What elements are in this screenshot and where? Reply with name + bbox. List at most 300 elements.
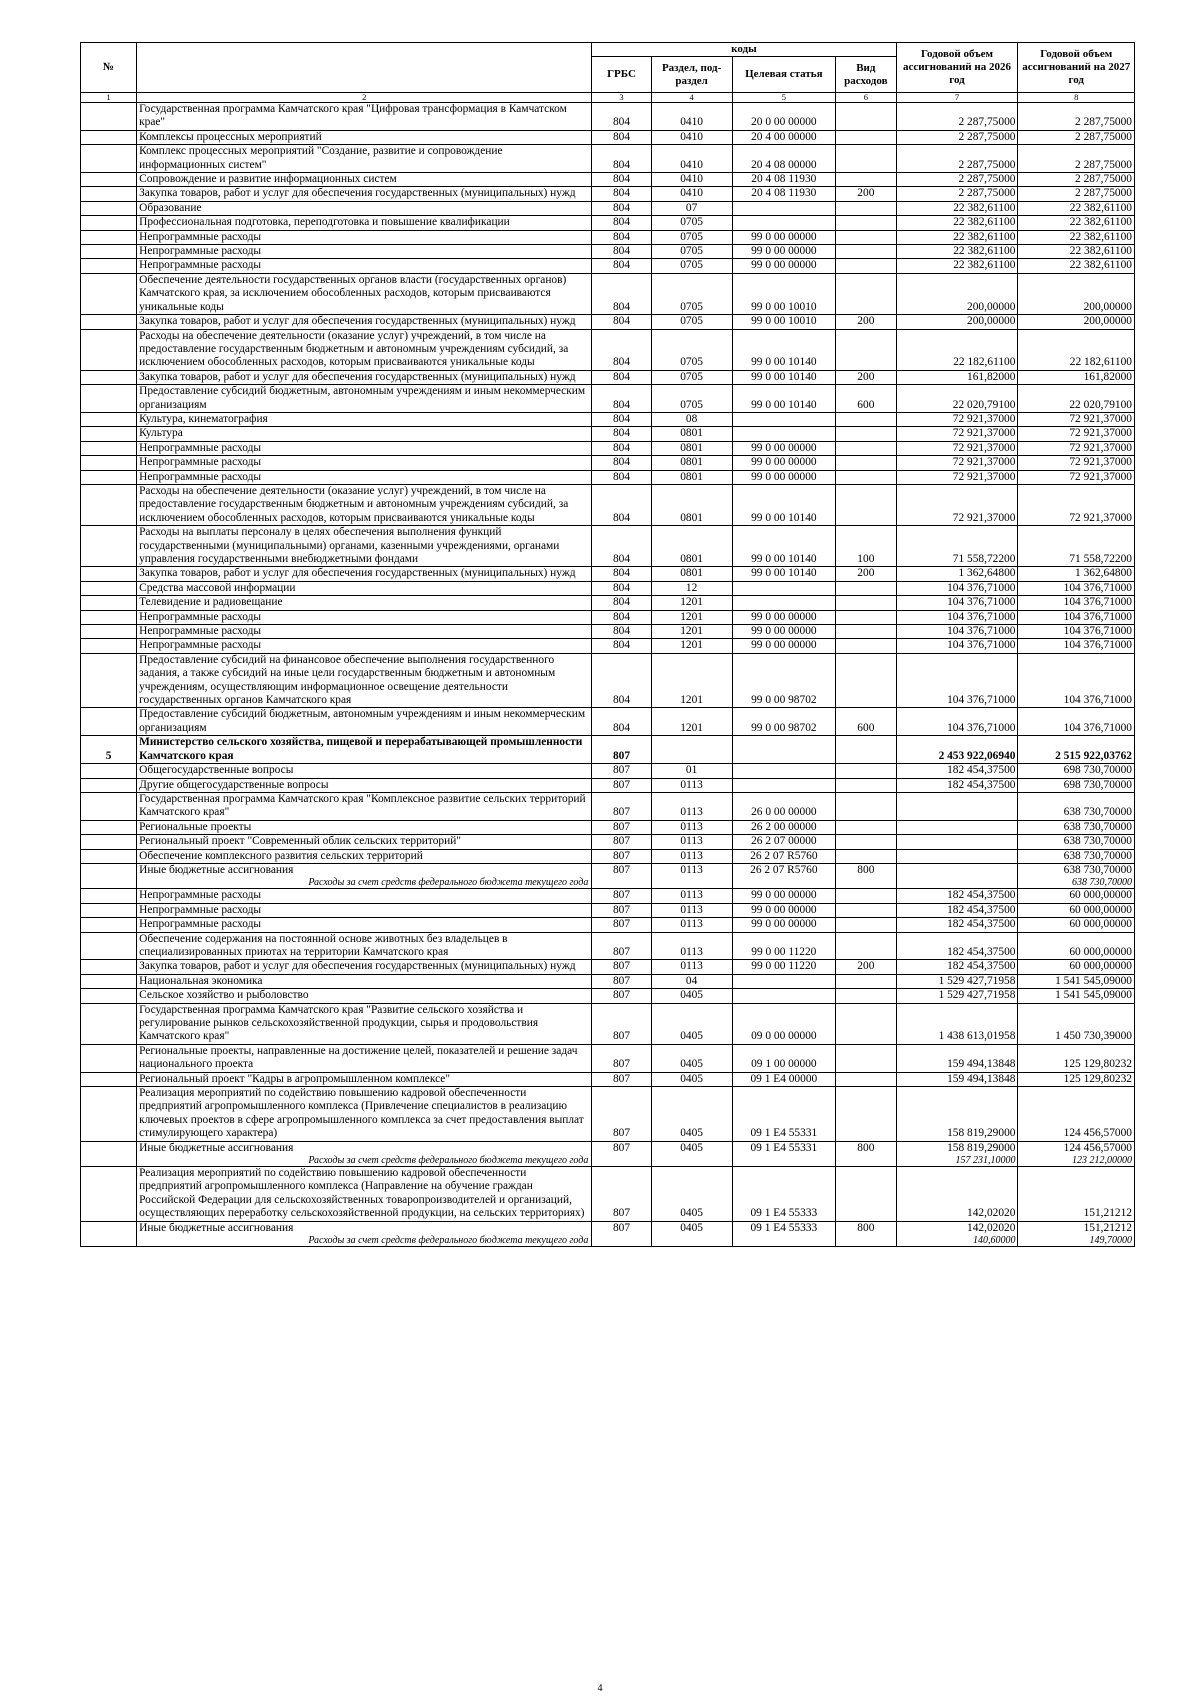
row-volume-2027: 104 376,71000 xyxy=(1018,581,1135,595)
row-target: 26 2 00 00000 xyxy=(732,820,836,834)
row-name: Закупка товаров, работ и услуг для обеспечения государственных (муниципальных) нужд xyxy=(137,315,592,329)
row-vid xyxy=(836,441,896,455)
federal-note-row xyxy=(81,1235,1135,1247)
table-row xyxy=(81,653,1135,708)
row-target xyxy=(732,974,836,988)
row-name: Обеспечение деятельности государственных органов власти (государственных органов) Камчатского края, за исключением обособленных расходов, которым присваиваются уникальные коды xyxy=(137,273,592,314)
row-vid xyxy=(836,1235,896,1247)
row-name: Культура, кинематография xyxy=(137,412,592,426)
row-number xyxy=(81,145,137,173)
table-row xyxy=(81,173,1135,187)
row-name: Региональные проекты xyxy=(137,820,592,834)
row-razdel: 0801 xyxy=(651,484,732,525)
row-grbs: 807 xyxy=(592,764,651,778)
row-vid xyxy=(836,820,896,834)
row-grbs: 807 xyxy=(592,889,651,903)
row-vid xyxy=(836,764,896,778)
row-name: Комплекс процессных мероприятий "Создание, развитие и сопровождение информационных систем" xyxy=(137,145,592,173)
row-razdel: 0113 xyxy=(651,835,732,849)
row-volume-2026: 2 453 922,06940 xyxy=(896,736,1018,764)
row-number: 5 xyxy=(81,736,137,764)
table-row xyxy=(81,145,1135,173)
table-row xyxy=(81,441,1135,455)
row-razdel: 1201 xyxy=(651,596,732,610)
row-volume-2026: 22 382,61100 xyxy=(896,230,1018,244)
row-razdel: 0801 xyxy=(651,441,732,455)
table-row xyxy=(81,581,1135,595)
row-grbs: 804 xyxy=(592,245,651,259)
row-grbs: 804 xyxy=(592,329,651,370)
row-volume-2026: 157 231,10000 xyxy=(896,1155,1018,1167)
row-grbs: 807 xyxy=(592,1044,651,1072)
row-target: 99 0 00 00000 xyxy=(732,470,836,484)
row-razdel: 12 xyxy=(651,581,732,595)
row-vid xyxy=(836,1167,896,1222)
row-target: 09 1 E4 55331 xyxy=(732,1087,836,1142)
row-grbs: 804 xyxy=(592,484,651,525)
row-number xyxy=(81,245,137,259)
row-volume-2027: 1 362,64800 xyxy=(1018,567,1135,581)
row-number xyxy=(81,932,137,960)
row-volume-2026: 182 454,37500 xyxy=(896,889,1018,903)
row-volume-2027: 22 182,61100 xyxy=(1018,329,1135,370)
table-row xyxy=(81,610,1135,624)
row-number xyxy=(81,526,137,567)
table-row xyxy=(81,1072,1135,1086)
row-volume-2027: 104 376,71000 xyxy=(1018,625,1135,639)
row-volume-2026: 104 376,71000 xyxy=(896,596,1018,610)
row-number xyxy=(81,412,137,426)
row-target xyxy=(732,1235,836,1247)
row-volume-2026: 142,02020 xyxy=(896,1221,1018,1235)
row-volume-2027: 638 730,70000 xyxy=(1018,877,1135,889)
table-row xyxy=(81,412,1135,426)
row-number xyxy=(81,877,137,889)
row-razdel: 0113 xyxy=(651,863,732,877)
row-name: Региональные проекты, направленные на достижение целей, показателей и решение задач национального проекта xyxy=(137,1044,592,1072)
row-number xyxy=(81,1141,137,1155)
row-number xyxy=(81,259,137,273)
table-row xyxy=(81,932,1135,960)
row-grbs: 804 xyxy=(592,470,651,484)
row-number xyxy=(81,385,137,413)
row-target xyxy=(732,989,836,1003)
row-volume-2027: 2 287,75000 xyxy=(1018,187,1135,201)
row-number xyxy=(81,610,137,624)
row-grbs: 807 xyxy=(592,1167,651,1222)
row-number xyxy=(81,596,137,610)
row-volume-2027: 72 921,37000 xyxy=(1018,484,1135,525)
row-razdel: 1201 xyxy=(651,610,732,624)
row-number xyxy=(81,792,137,820)
row-razdel: 0113 xyxy=(651,932,732,960)
page-number: 4 xyxy=(597,1683,603,1694)
table-row xyxy=(81,216,1135,230)
row-number xyxy=(81,329,137,370)
row-razdel: 0113 xyxy=(651,889,732,903)
column-number: 4 xyxy=(651,93,732,103)
row-name: Обеспечение комплексного развития сельских территорий xyxy=(137,849,592,863)
row-volume-2026: 158 819,29000 xyxy=(896,1141,1018,1155)
row-volume-2026: 71 558,72200 xyxy=(896,526,1018,567)
column-number: 3 xyxy=(592,93,651,103)
row-vid: 800 xyxy=(836,863,896,877)
row-number xyxy=(81,639,137,653)
column-number: 8 xyxy=(1018,93,1135,103)
row-number xyxy=(81,1087,137,1142)
table-row xyxy=(81,567,1135,581)
row-razdel: 0405 xyxy=(651,1167,732,1222)
row-grbs: 807 xyxy=(592,835,651,849)
row-number xyxy=(81,470,137,484)
row-volume-2026: 1 529 427,71958 xyxy=(896,989,1018,1003)
row-vid xyxy=(836,216,896,230)
row-razdel: 04 xyxy=(651,974,732,988)
row-grbs: 804 xyxy=(592,259,651,273)
row-volume-2027: 698 730,70000 xyxy=(1018,778,1135,792)
row-vid xyxy=(836,835,896,849)
row-target: 26 2 07 00000 xyxy=(732,835,836,849)
row-vid xyxy=(836,1155,896,1167)
row-name: Образование xyxy=(137,201,592,215)
row-volume-2027: 72 921,37000 xyxy=(1018,456,1135,470)
row-razdel: 0705 xyxy=(651,329,732,370)
row-name: Закупка товаров, работ и услуг для обеспечения государственных (муниципальных) нужд xyxy=(137,370,592,384)
row-volume-2026: 104 376,71000 xyxy=(896,581,1018,595)
row-target: 26 2 07 R5760 xyxy=(732,863,836,877)
row-target: 99 0 00 00000 xyxy=(732,639,836,653)
row-volume-2027: 72 921,37000 xyxy=(1018,470,1135,484)
row-grbs xyxy=(592,1155,651,1167)
table-row xyxy=(81,315,1135,329)
row-number xyxy=(81,1003,137,1044)
row-razdel: 0705 xyxy=(651,315,732,329)
row-grbs: 804 xyxy=(592,230,651,244)
row-target: 99 0 00 10140 xyxy=(732,370,836,384)
row-target: 20 4 08 11930 xyxy=(732,173,836,187)
row-name: Региональный проект "Современный облик сельских территорий" xyxy=(137,835,592,849)
row-number xyxy=(81,315,137,329)
row-target: 09 0 00 00000 xyxy=(732,1003,836,1044)
row-name: Государственная программа Камчатского края "Цифровая трансформация в Камчатском крае" xyxy=(137,103,592,131)
row-grbs: 807 xyxy=(592,903,651,917)
row-vid xyxy=(836,329,896,370)
table-body xyxy=(81,103,1135,1247)
row-razdel: 0410 xyxy=(651,130,732,144)
table-row xyxy=(81,903,1135,917)
row-grbs: 807 xyxy=(592,849,651,863)
row-target: 20 4 00 00000 xyxy=(732,130,836,144)
row-target xyxy=(732,764,836,778)
header-volume-2026: Годовой объем ассигнований на 2026 год xyxy=(896,43,1018,93)
table-row xyxy=(81,639,1135,653)
row-name: Государственная программа Камчатского края "Комплексное развитие сельских территорий Камчатского края" xyxy=(137,792,592,820)
row-grbs: 807 xyxy=(592,1141,651,1155)
row-vid xyxy=(836,849,896,863)
column-number: 5 xyxy=(732,93,836,103)
row-name: Иные бюджетные ассигнования xyxy=(137,863,592,877)
row-target xyxy=(732,596,836,610)
row-name: Иные бюджетные ассигнования xyxy=(137,1141,592,1155)
row-number xyxy=(81,103,137,131)
row-number xyxy=(81,1221,137,1235)
table-row xyxy=(81,230,1135,244)
row-grbs: 807 xyxy=(592,1221,651,1235)
row-number xyxy=(81,1044,137,1072)
row-grbs: 804 xyxy=(592,639,651,653)
row-vid xyxy=(836,145,896,173)
row-volume-2027: 200,00000 xyxy=(1018,273,1135,314)
row-name: Непрограммные расходы xyxy=(137,470,592,484)
row-volume-2027: 161,82000 xyxy=(1018,370,1135,384)
row-volume-2026: 72 921,37000 xyxy=(896,484,1018,525)
row-vid xyxy=(836,974,896,988)
row-volume-2026: 2 287,75000 xyxy=(896,173,1018,187)
row-volume-2027: 124 456,57000 xyxy=(1018,1087,1135,1142)
row-razdel: 0405 xyxy=(651,1003,732,1044)
row-grbs: 804 xyxy=(592,708,651,736)
row-vid xyxy=(836,1072,896,1086)
row-target xyxy=(732,877,836,889)
row-razdel: 0801 xyxy=(651,456,732,470)
row-target: 99 0 00 10140 xyxy=(732,385,836,413)
row-volume-2026: 2 287,75000 xyxy=(896,103,1018,131)
row-volume-2026 xyxy=(896,792,1018,820)
row-razdel: 0113 xyxy=(651,820,732,834)
row-grbs: 804 xyxy=(592,581,651,595)
federal-note-row xyxy=(81,877,1135,889)
row-volume-2027: 60 000,00000 xyxy=(1018,918,1135,932)
header-number: № xyxy=(81,43,137,93)
row-volume-2026: 2 287,75000 xyxy=(896,130,1018,144)
row-target: 99 0 00 10140 xyxy=(732,329,836,370)
row-grbs: 804 xyxy=(592,103,651,131)
row-volume-2026: 2 287,75000 xyxy=(896,145,1018,173)
row-volume-2027: 2 287,75000 xyxy=(1018,173,1135,187)
row-volume-2027: 104 376,71000 xyxy=(1018,639,1135,653)
row-target: 99 0 00 00000 xyxy=(732,889,836,903)
row-target: 20 0 00 00000 xyxy=(732,103,836,131)
row-volume-2026: 104 376,71000 xyxy=(896,708,1018,736)
row-grbs: 804 xyxy=(592,201,651,215)
row-volume-2026: 1 362,64800 xyxy=(896,567,1018,581)
row-name: Предоставление субсидий на финансовое обеспечение выполнения государственного задания, а также субсидий на иные цели государственным бюджетным и автономным учреждениям, осуществляющим информационное освещение деятельности государственных органов Камчатского края xyxy=(137,653,592,708)
row-vid xyxy=(836,653,896,708)
row-volume-2027: 638 730,70000 xyxy=(1018,792,1135,820)
row-volume-2027: 104 376,71000 xyxy=(1018,653,1135,708)
row-number xyxy=(81,216,137,230)
column-numbers-row xyxy=(81,93,1135,103)
row-razdel: 0801 xyxy=(651,427,732,441)
row-vid: 200 xyxy=(836,187,896,201)
row-volume-2026 xyxy=(896,820,1018,834)
row-name: Иные бюджетные ассигнования xyxy=(137,1221,592,1235)
row-volume-2027: 125 129,80232 xyxy=(1018,1044,1135,1072)
row-razdel xyxy=(651,736,732,764)
row-target: 99 0 00 98702 xyxy=(732,708,836,736)
row-grbs xyxy=(592,877,651,889)
row-name: Сельское хозяйство и рыболовство xyxy=(137,989,592,1003)
table-row xyxy=(81,764,1135,778)
row-volume-2026: 1 529 427,71958 xyxy=(896,974,1018,988)
row-vid xyxy=(836,427,896,441)
row-name: Реализация мероприятий по содействию повышению кадровой обеспеченности предприятий агропромышленного комплекса (Привлечение специалистов в реализацию ключевых проектов в сфере агропромышленного комплекса за счет предоставления выплат стимулирующего характера) xyxy=(137,1087,592,1142)
row-razdel: 0705 xyxy=(651,230,732,244)
row-razdel: 0410 xyxy=(651,187,732,201)
row-razdel xyxy=(651,877,732,889)
row-number xyxy=(81,989,137,1003)
row-target: 99 0 00 00000 xyxy=(732,245,836,259)
row-vid xyxy=(836,989,896,1003)
table-row xyxy=(81,863,1135,877)
row-razdel: 07 xyxy=(651,201,732,215)
table-row xyxy=(81,201,1135,215)
row-vid xyxy=(836,173,896,187)
row-number xyxy=(81,974,137,988)
row-volume-2026: 22 182,61100 xyxy=(896,329,1018,370)
row-volume-2026: 200,00000 xyxy=(896,315,1018,329)
row-volume-2027: 104 376,71000 xyxy=(1018,596,1135,610)
row-volume-2026 xyxy=(896,849,1018,863)
row-name: Непрограммные расходы xyxy=(137,610,592,624)
row-name: Национальная экономика xyxy=(137,974,592,988)
row-volume-2027: 22 382,61100 xyxy=(1018,216,1135,230)
row-volume-2026: 182 454,37500 xyxy=(896,932,1018,960)
row-number xyxy=(81,1167,137,1222)
row-razdel: 0405 xyxy=(651,1087,732,1142)
row-volume-2027: 124 456,57000 xyxy=(1018,1141,1135,1155)
row-grbs: 807 xyxy=(592,792,651,820)
row-razdel: 1201 xyxy=(651,708,732,736)
row-volume-2027: 60 000,00000 xyxy=(1018,889,1135,903)
row-grbs: 804 xyxy=(592,173,651,187)
row-name: Непрограммные расходы xyxy=(137,639,592,653)
row-name: Реализация мероприятий по содействию повышению кадровой обеспеченности предприятий агропромышленного комплекса (Направление на обучение граждан Российской Федерации для сельскохозяйственных товаропроизводителей и организаций, осуществляющих переработку сельскохозяйственной продукции, на сельских территориях) xyxy=(137,1167,592,1222)
row-grbs: 807 xyxy=(592,932,651,960)
column-number: 7 xyxy=(896,93,1018,103)
row-grbs: 804 xyxy=(592,567,651,581)
row-number xyxy=(81,567,137,581)
row-razdel: 0705 xyxy=(651,273,732,314)
row-razdel: 0405 xyxy=(651,1072,732,1086)
row-volume-2026: 104 376,71000 xyxy=(896,639,1018,653)
row-vid xyxy=(836,1087,896,1142)
row-name: Министерство сельского хозяйства, пищевой и перерабатывающей промышленности Камчатского края xyxy=(137,736,592,764)
row-vid xyxy=(836,1003,896,1044)
row-grbs: 804 xyxy=(592,145,651,173)
row-vid: 200 xyxy=(836,960,896,974)
row-number xyxy=(81,201,137,215)
row-volume-2026 xyxy=(896,835,1018,849)
row-name: Средства массовой информации xyxy=(137,581,592,595)
row-vid xyxy=(836,230,896,244)
row-volume-2026: 72 921,37000 xyxy=(896,470,1018,484)
row-volume-2027: 2 287,75000 xyxy=(1018,145,1135,173)
row-volume-2027: 22 020,79100 xyxy=(1018,385,1135,413)
table-row xyxy=(81,273,1135,314)
row-razdel: 0705 xyxy=(651,259,732,273)
column-number: 1 xyxy=(81,93,137,103)
row-target: 99 0 00 00000 xyxy=(732,441,836,455)
row-name: Закупка товаров, работ и услуг для обеспечения государственных (муниципальных) нужд xyxy=(137,960,592,974)
row-target: 20 4 08 11930 xyxy=(732,187,836,201)
table-row xyxy=(81,708,1135,736)
row-volume-2027: 22 382,61100 xyxy=(1018,230,1135,244)
row-vid xyxy=(836,103,896,131)
row-volume-2026: 104 376,71000 xyxy=(896,625,1018,639)
row-razdel: 1201 xyxy=(651,639,732,653)
row-target: 99 0 00 00000 xyxy=(732,230,836,244)
header-razdel: Раздел, под-раздел xyxy=(651,57,732,93)
row-grbs: 804 xyxy=(592,596,651,610)
row-volume-2026: 158 819,29000 xyxy=(896,1087,1018,1142)
header-volume-2027: Годовой объем ассигнований на 2027 год xyxy=(1018,43,1135,93)
table-row xyxy=(81,960,1135,974)
row-volume-2027: 638 730,70000 xyxy=(1018,820,1135,834)
table-row xyxy=(81,385,1135,413)
row-volume-2026: 142,02020 xyxy=(896,1167,1018,1222)
row-number xyxy=(81,441,137,455)
row-vid: 800 xyxy=(836,1221,896,1235)
row-vid xyxy=(836,581,896,595)
header-codes: коды xyxy=(592,43,896,57)
row-volume-2027: 123 212,00000 xyxy=(1018,1155,1135,1167)
row-vid xyxy=(836,736,896,764)
row-name: Государственная программа Камчатского края "Развитие сельского хозяйства и регулирование рынков сельскохозяйственной продукции, сырья и продовольствия Камчатского края" xyxy=(137,1003,592,1044)
row-grbs: 804 xyxy=(592,526,651,567)
row-vid xyxy=(836,484,896,525)
table-row xyxy=(81,736,1135,764)
row-name: Региональный проект "Кадры в агропромышленном комплексе" xyxy=(137,1072,592,1086)
row-target xyxy=(732,201,836,215)
header-name xyxy=(137,43,592,93)
row-vid xyxy=(836,918,896,932)
row-vid xyxy=(836,625,896,639)
row-name: Непрограммные расходы xyxy=(137,456,592,470)
budget-table xyxy=(80,42,1135,1247)
row-number xyxy=(81,1155,137,1167)
row-volume-2026: 22 382,61100 xyxy=(896,216,1018,230)
row-volume-2026 xyxy=(896,877,1018,889)
row-target xyxy=(732,412,836,426)
table-row xyxy=(81,989,1135,1003)
row-number xyxy=(81,173,137,187)
row-volume-2027: 72 921,37000 xyxy=(1018,427,1135,441)
row-volume-2026: 22 020,79100 xyxy=(896,385,1018,413)
table-row xyxy=(81,1221,1135,1235)
table-row xyxy=(81,849,1135,863)
federal-note-row xyxy=(81,1155,1135,1167)
row-volume-2027: 698 730,70000 xyxy=(1018,764,1135,778)
row-razdel: 0405 xyxy=(651,1141,732,1155)
header-grbs: ГРБС xyxy=(592,57,651,93)
row-grbs: 804 xyxy=(592,456,651,470)
row-vid xyxy=(836,932,896,960)
row-name: Непрограммные расходы xyxy=(137,903,592,917)
row-vid: 800 xyxy=(836,1141,896,1155)
row-grbs: 807 xyxy=(592,736,651,764)
row-volume-2026: 182 454,37500 xyxy=(896,764,1018,778)
row-vid xyxy=(836,877,896,889)
row-name: Расходы на обеспечение деятельности (оказание услуг) учреждений, в том числе на предоставление государственным бюджетным и автономным учреждениям субсидий, за исключением обособленных расходов, которым присваиваются уникальные коды xyxy=(137,484,592,525)
row-name: Телевидение и радиовещание xyxy=(137,596,592,610)
table-row xyxy=(81,792,1135,820)
row-volume-2027: 1 450 730,39000 xyxy=(1018,1003,1135,1044)
row-number xyxy=(81,230,137,244)
row-grbs: 804 xyxy=(592,441,651,455)
row-vid xyxy=(836,1044,896,1072)
row-number xyxy=(81,918,137,932)
